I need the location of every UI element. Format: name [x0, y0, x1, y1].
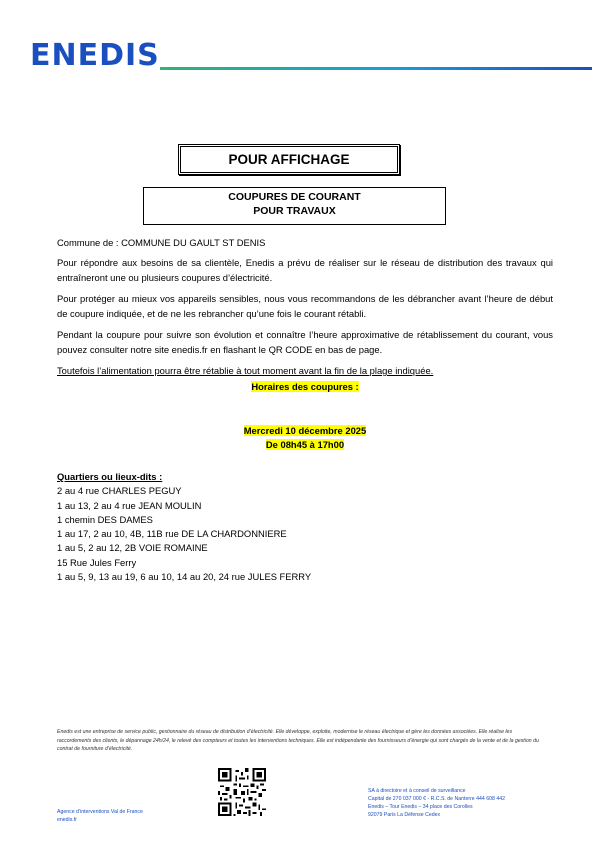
legal-line-3: Enedis – Tour Enedis – 34 place des Corolles	[368, 804, 473, 810]
list-item: 1 au 17, 2 au 10, 4B, 11B rue DE LA CHARDONNIERE	[57, 528, 287, 540]
time-wrap	[57, 438, 553, 452]
list-item: 2 au 4 rue CHARLES PEGUY	[57, 485, 182, 497]
agency-name: Agence d’interventions Val de France	[57, 809, 143, 815]
paragraph-2: Pour protéger au mieux vos appareils sensibles, nous vous recommandons de les débrancher avant l’heure de début de coupure indiquée, et de ne les rebrancher qu’une fois le courant rétabli.	[57, 293, 553, 319]
subtitle-line-2: POUR TRAVAUX	[253, 205, 336, 217]
qr-code-icon[interactable]	[218, 768, 266, 816]
enedis-logo	[30, 40, 160, 72]
banner-title: POUR AFFICHAGE	[178, 144, 400, 175]
list-item: 1 au 5, 2 au 12, 2B VOIE ROMAINE	[57, 542, 208, 554]
legal-line-1: SA à directoire et à conseil de surveillance	[368, 788, 466, 794]
subtitle-line-1: COUPURES DE COURANT	[228, 191, 361, 203]
hours-heading: Horaires des coupures :	[251, 381, 359, 392]
areas-heading: Quartiers ou lieux-dits :	[57, 471, 163, 482]
list-item: 1 chemin DES DAMES	[57, 513, 153, 525]
paragraph-3: Pendant la coupure pour suivre son évolution et connaître l’heure approximative de rétablissement du courant, vous pouvez consulter notre site enedis.fr en flashant le QR CODE en bas de page.	[57, 329, 553, 355]
outage-time-range: De 08h45 à 17h00	[265, 439, 345, 450]
commune-line: Commune de : COMMUNE DU GAULT ST DENIS	[57, 237, 266, 248]
warning-text: Toutefois l’alimentation pourra être rétablie à tout moment avant la fin de la plage indiquée.	[57, 365, 434, 376]
date-wrap	[57, 424, 553, 438]
legal-line-4: 92079 Paris La Défense Cedex	[368, 812, 441, 818]
website-link[interactable]: enedis.fr	[57, 817, 77, 823]
list-item: 1 au 13, 2 au 4 rue JEAN MOULIN	[57, 499, 202, 511]
paragraph-1: Pour répondre aux besoins de sa clientèle, Enedis a prévu de réaliser sur le réseau de distribution des travaux qui entraîneront une ou plusieurs coupures d’électricité.	[57, 257, 553, 283]
list-item: 15 Rue Jules Ferry	[57, 556, 137, 568]
brand-divider	[160, 67, 592, 70]
list-item: 1 au 5, 9, 13 au 19, 6 au 10, 14 au 20, 24 rue JULES FERRY	[57, 571, 312, 583]
areas-list	[57, 470, 553, 584]
legal-line-2: Capital de 270 037 000 € - R.C.S. de Nanterre 444 608 442	[368, 796, 505, 802]
outage-date: Mercredi 10 décembre 2025	[243, 425, 367, 436]
logo-text: ENEDIS	[30, 38, 160, 73]
footer-disclaimer: Enedis est une entreprise de service public, gestionnaire du réseau de distribution d’électricité. Elle développe, exploite, modernise le réseau électrique et gère les données associées. Elle réalise les raccordements des clients, le dépannage 24h/24, le relevé des compteurs et toutes les interventions techniques. Elle est indépendante des fournisseurs d’énergie qui sont chargés de la vente et de la gestion du contrat de fourniture d’électricité.	[57, 729, 539, 753]
footer-legal-block	[368, 787, 505, 819]
footer-agency-block	[57, 808, 143, 824]
subtitle-box	[143, 187, 446, 225]
hours-heading-wrap	[57, 380, 553, 394]
